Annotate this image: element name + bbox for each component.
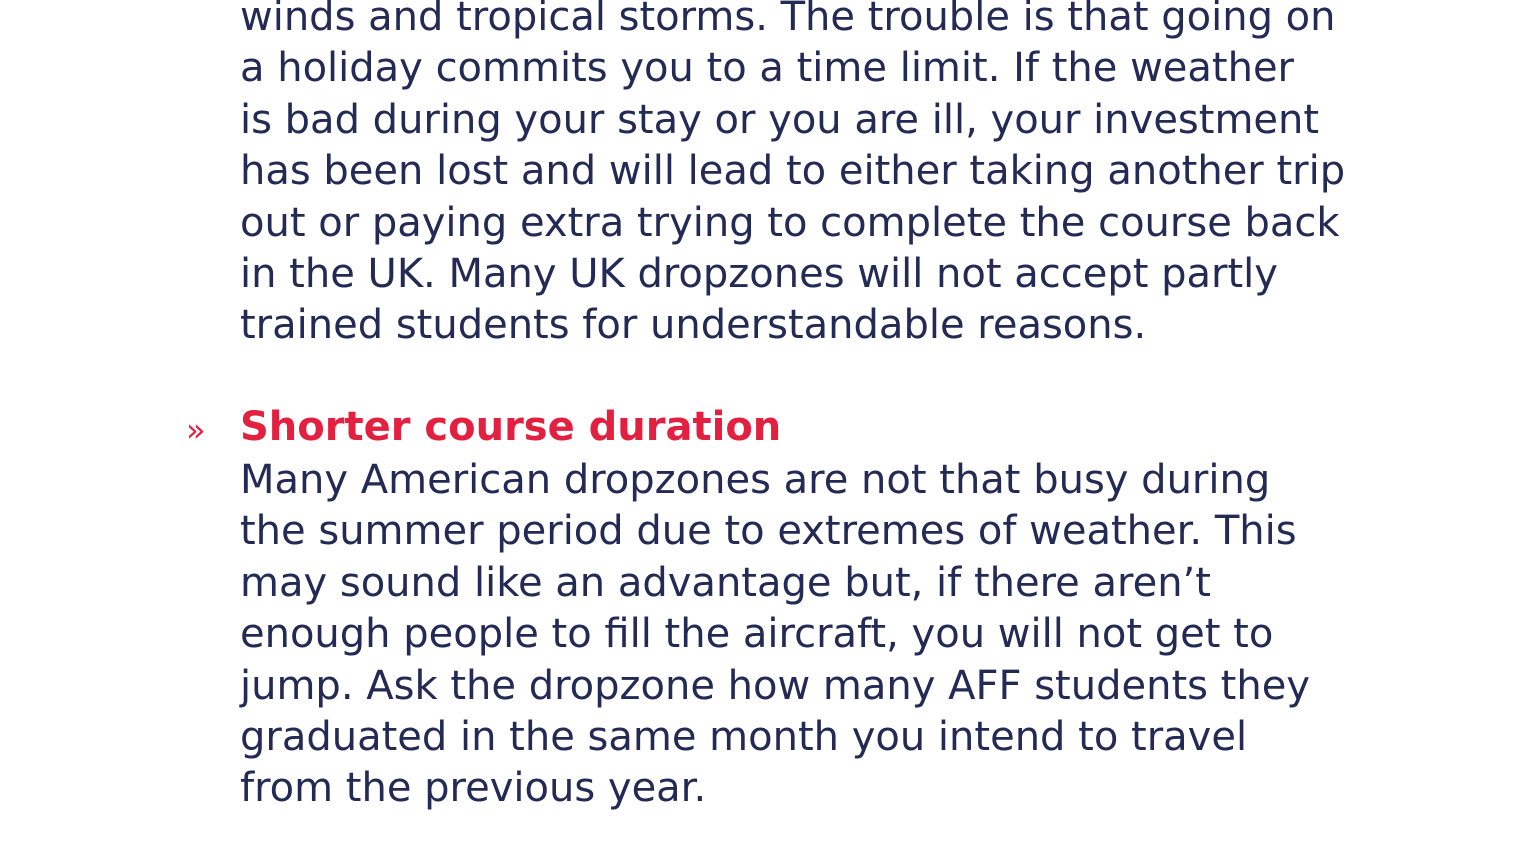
paragraph-line: may sound like an advantage but, if there aren’t xyxy=(240,559,1211,606)
paragraph-line: is bad during your stay or you are ill, your investment xyxy=(240,96,1320,143)
chevron-right-icon: » xyxy=(186,411,206,449)
paragraph-line: enough people to fill the aircraft, you will not get to xyxy=(240,611,1274,658)
bullet-paragraph xyxy=(240,455,1380,815)
paragraph-line: trained students for understandable reasons. xyxy=(240,302,1147,349)
paragraph-line: graduated in the same month you intend to travel xyxy=(240,714,1248,761)
paragraph-line: jump. Ask the dropzone how many AFF students they xyxy=(240,662,1310,709)
paragraph-line: out or paying extra trying to complete the course back xyxy=(240,199,1340,246)
paragraph-line: a holiday commits you to a time limit. If the weather xyxy=(240,45,1295,92)
intro-paragraph xyxy=(240,0,1380,352)
paragraph-line: has been lost and will lead to either taking another trip xyxy=(240,148,1346,195)
paragraph-line: from the previous year. xyxy=(240,765,707,812)
paragraph-line: in the UK. Many UK dropzones will not accept partly xyxy=(240,251,1278,298)
paragraph-line: the summer period due to extremes of weather. This xyxy=(240,508,1297,555)
paragraph-line: Many American dropzones are not that busy during xyxy=(240,457,1271,503)
bullet-heading: Shorter course duration xyxy=(240,404,782,450)
paragraph-line: winds and tropical storms. The trouble is that going on xyxy=(240,0,1336,40)
